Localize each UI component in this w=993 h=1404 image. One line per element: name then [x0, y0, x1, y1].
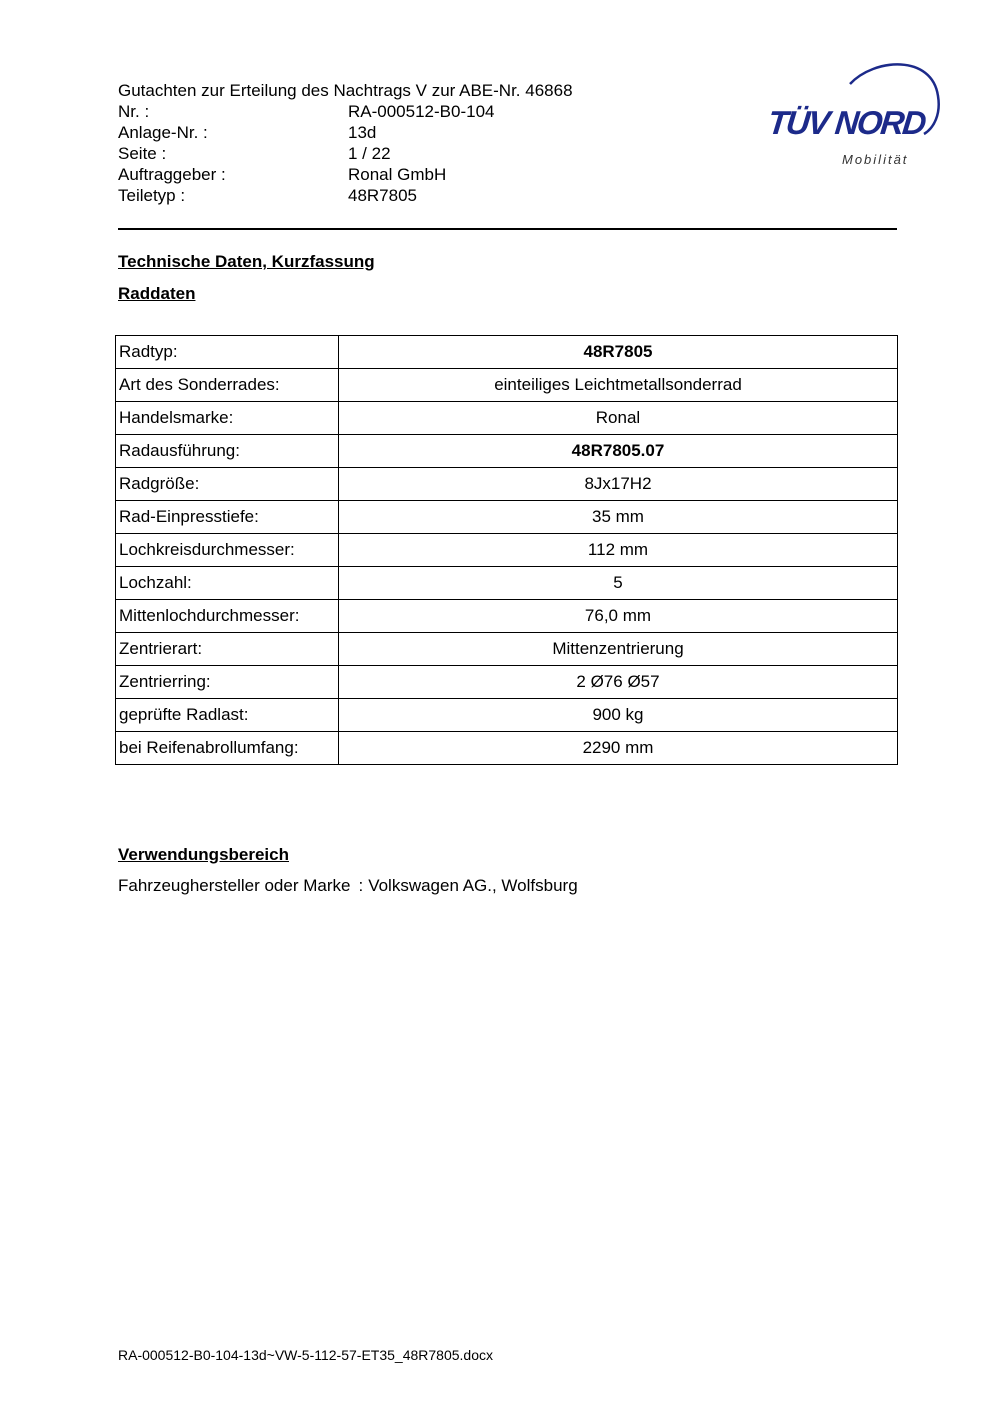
- meta-value: RA-000512-B0-104: [348, 102, 495, 121]
- table-value-cell: 2290 mm: [339, 732, 898, 765]
- meta-key: Seite :: [118, 144, 167, 163]
- meta-key: Teiletyp :: [118, 186, 186, 205]
- table-key-cell: Radausführung:: [116, 435, 339, 468]
- meta-key: Auftraggeber :: [118, 165, 226, 184]
- footer-filename: RA-000512-B0-104-13d~VW-5-112-57-ET35_48R7805.docx: [118, 1347, 493, 1363]
- table-value-cell: 76,0 mm: [339, 600, 898, 633]
- table-row: [116, 468, 898, 501]
- table-key-cell: Mittenlochdurchmesser:: [116, 600, 339, 633]
- table-row: [116, 732, 898, 765]
- wheel-data-table: [115, 335, 898, 765]
- logo-subtitle: Mobilität: [842, 152, 909, 167]
- table-value-cell: 2 Ø76 Ø57: [339, 666, 898, 699]
- header-divider: [118, 228, 897, 230]
- table-row: [116, 501, 898, 534]
- table-value-cell: 48R7805: [339, 336, 898, 369]
- table-value-cell: einteiliges Leichtmetallsonderrad: [339, 369, 898, 402]
- table-row: [116, 666, 898, 699]
- table-value-cell: 5: [339, 567, 898, 600]
- meta-row-auftraggeber: [118, 164, 573, 185]
- document-header: [118, 80, 573, 206]
- document-title: Gutachten zur Erteilung des Nachtrags V zur ABE-Nr. 46868: [118, 81, 573, 100]
- table-key-cell: geprüfte Radlast:: [116, 699, 339, 732]
- meta-key: Nr. :: [118, 102, 150, 121]
- table-value-cell: 35 mm: [339, 501, 898, 534]
- meta-row-nr: [118, 101, 573, 122]
- section-subtitle: Raddaten: [118, 284, 196, 303]
- table-key-cell: Lochkreisdurchmesser:: [116, 534, 339, 567]
- section-title: Technische Daten, Kurzfassung: [118, 252, 375, 271]
- table-value-cell: 112 mm: [339, 534, 898, 567]
- table-key-cell: bei Reifenabrollumfang:: [116, 732, 339, 765]
- meta-row-anlage: [118, 122, 573, 143]
- tuv-nord-logo: [762, 58, 942, 173]
- table-key-cell: Radtyp:: [116, 336, 339, 369]
- usage-title: Verwendungsbereich: [118, 845, 289, 864]
- table-key-cell: Zentrierring:: [116, 666, 339, 699]
- table-row: [116, 336, 898, 369]
- meta-row-teiletyp: [118, 185, 573, 206]
- meta-row-seite: [118, 143, 573, 164]
- meta-value: 13d: [348, 123, 377, 142]
- table-row: [116, 402, 898, 435]
- table-row: [116, 633, 898, 666]
- usage-separator: :: [358, 876, 364, 895]
- usage-value: Volkswagen AG., Wolfsburg: [368, 876, 578, 895]
- meta-value: Ronal GmbH: [348, 165, 447, 184]
- table-row: [116, 699, 898, 732]
- table-value-cell: 48R7805.07: [339, 435, 898, 468]
- logo-wordmark: TÜV NORD: [766, 104, 927, 141]
- table-key-cell: Rad-Einpresstiefe:: [116, 501, 339, 534]
- usage-label: Fahrzeughersteller oder Marke: [118, 876, 351, 895]
- table-value-cell: Ronal: [339, 402, 898, 435]
- table-key-cell: Zentrierart:: [116, 633, 339, 666]
- table-key-cell: Radgröße:: [116, 468, 339, 501]
- meta-value: 48R7805: [348, 186, 418, 205]
- meta-key: Anlage-Nr. :: [118, 123, 208, 142]
- table-row: [116, 435, 898, 468]
- table-value-cell: Mittenzentrierung: [339, 633, 898, 666]
- table-row: [116, 534, 898, 567]
- table-row: [116, 600, 898, 633]
- meta-value: 1 / 22: [348, 144, 391, 163]
- usage-line: [118, 876, 578, 896]
- table-value-cell: 8Jx17H2: [339, 468, 898, 501]
- table-key-cell: Art des Sonderrades:: [116, 369, 339, 402]
- table-key-cell: Lochzahl:: [116, 567, 339, 600]
- table-key-cell: Handelsmarke:: [116, 402, 339, 435]
- table-value-cell: 900 kg: [339, 699, 898, 732]
- table-row: [116, 369, 898, 402]
- table-row: [116, 567, 898, 600]
